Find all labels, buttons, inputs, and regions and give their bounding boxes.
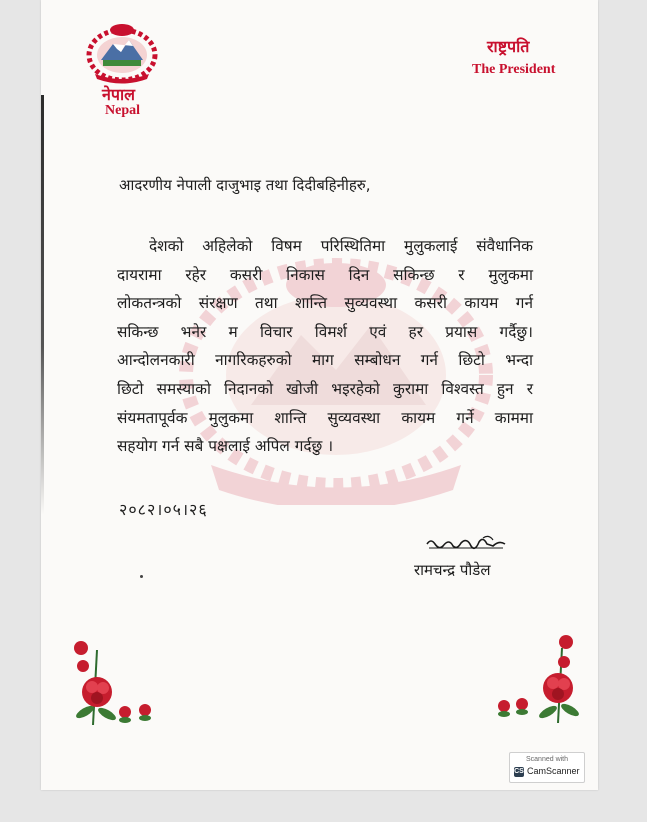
nepal-label-nepali: नेपाल <box>102 85 135 104</box>
president-label-nepali: राष्ट्रपति <box>487 37 530 56</box>
scan-edge-shadow <box>41 95 44 515</box>
letter-body <box>117 232 533 461</box>
handwritten-signature-icon <box>423 534 513 562</box>
rhododendron-left-icon <box>63 630 163 730</box>
letter-date: २०८२।०५।२६ <box>119 500 208 519</box>
rhododendron-right-icon <box>490 628 590 728</box>
camscanner-logo-icon: CS <box>514 768 524 775</box>
body-line: संयमतापूर्वक मुलुकमा शान्ति सुव्यवस्था कायम गर्ने काममा <box>117 408 533 427</box>
body-line: छिटो समस्याको निदानको खोजी भइरहेको कुरामा विश्वस्त हुन र <box>117 379 533 398</box>
letter-salutation: आदरणीय नेपाली दाजुभाइ तथा दिदीबहिनीहरु, <box>119 176 371 194</box>
national-emblem-icon <box>83 22 161 84</box>
body-line: सकिन्छ भनेर म विचार विमर्श एवं हर प्रयास गर्दैछु। <box>117 322 533 341</box>
nepal-label-english: Nepal <box>105 103 140 118</box>
president-label-english: The President <box>472 62 556 77</box>
body-line: आन्दोलनकारी नागरिकहरुको माग सम्बोधन गर्न छिटो भन्दा <box>117 351 533 370</box>
body-line: लोकतन्त्रको संरक्षण तथा शान्ति सुव्यवस्था कसरी कायम गर्न <box>117 294 533 313</box>
letter-page <box>41 0 598 790</box>
body-line: दायरामा रहेर कसरी निकास दिन सकिन्छ र मुलुकमा <box>117 265 533 284</box>
camscanner-badge <box>509 752 585 783</box>
camscanner-caption: Scanned with <box>525 756 569 763</box>
body-line: देशको अहिलेको विषम परिस्थितिमा मुलुकलाई संवैधानिक <box>149 237 533 255</box>
body-line: सहयोग गर्न सबै पक्षलाई अपिल गर्दछु । <box>117 437 334 456</box>
stray-mark <box>140 575 143 578</box>
camscanner-brand: CamScanner <box>527 766 580 776</box>
signer-name: रामचन्द्र पौडेल <box>414 561 491 579</box>
